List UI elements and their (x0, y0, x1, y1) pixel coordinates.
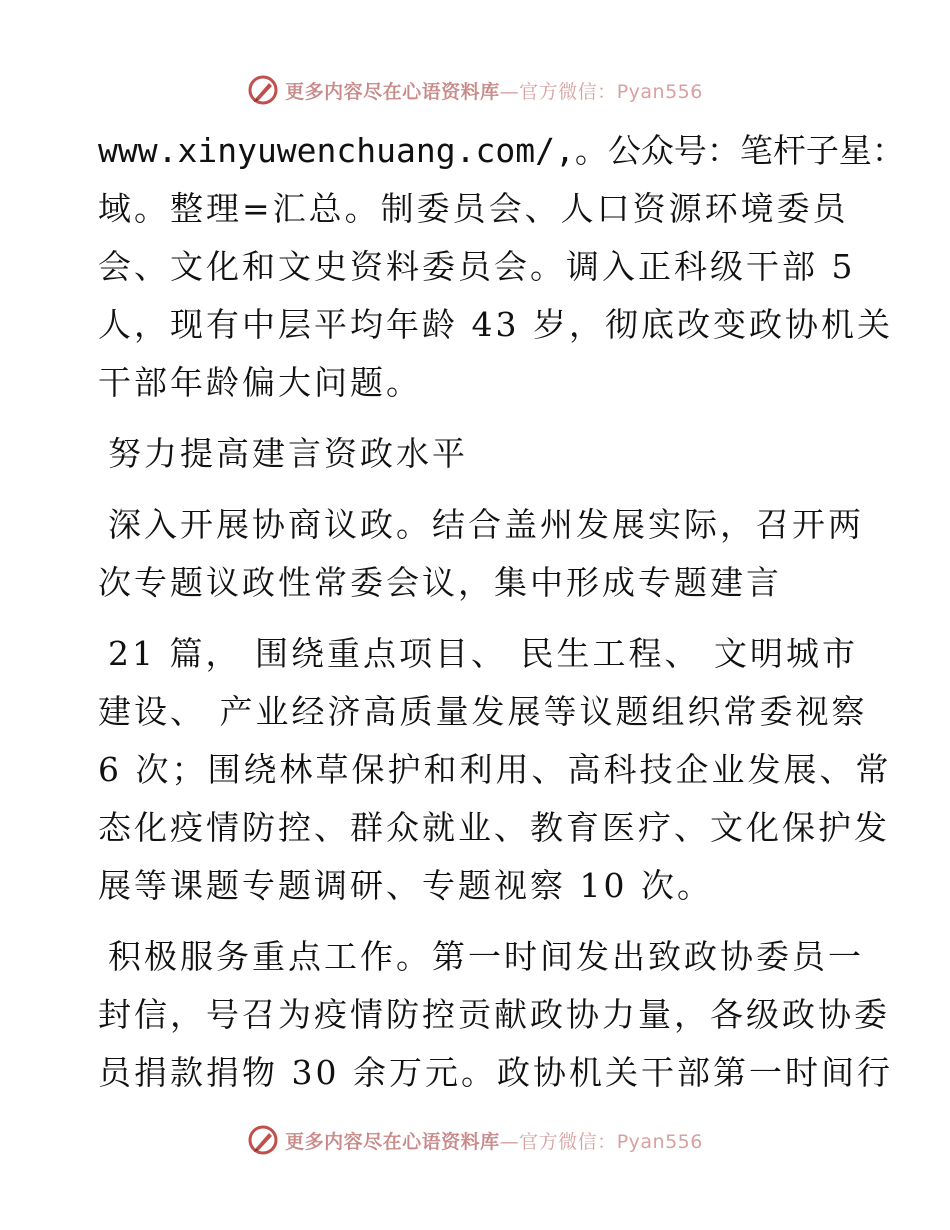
text-line: 封信，号召为疫情防控贡献政协力量，各级政协委 (98, 995, 890, 1034)
text-line: 干部年龄偏大问题。 (98, 363, 422, 402)
document-body (98, 122, 905, 1102)
text-line: 6 次；围绕林草保护和利用、高科技企业发展、常 (98, 750, 892, 789)
text-line: 次专题议政性常委会议，集中形成专题建言 (98, 563, 782, 602)
paragraph-1 (98, 122, 905, 412)
header-banner-text: 更多内容尽在心语资料库—官方微信：Pyan556 (285, 80, 703, 103)
text-line: 建设、 产业经济高质量发展等议题组织常委视察 (98, 692, 868, 731)
header-watermark-banner (0, 70, 950, 110)
text-line: 人，现有中层平均年龄 43 岁，彻底改变政协机关 (98, 305, 893, 344)
text-line: www.xinyuwenchuang.com/,。公众号：笔杆子星： (98, 131, 905, 170)
text-line: 积极服务重点工作。第一时间发出致政协委员一 (108, 937, 864, 976)
text-line: 深入开展协商议政。结合盖州发展实际，召开两 (108, 505, 864, 544)
pen-logo-icon (247, 74, 279, 106)
text-line: 展等课题专题调研、专题视察 10 次。 (98, 866, 713, 905)
text-line: 域。整理=汇总。制委员会、人口资源环境委员 (98, 189, 849, 228)
text-line: 会、文化和文史资料委员会。调入正科级干部 5 (98, 247, 856, 286)
paragraph-2 (98, 496, 864, 612)
text-line: 21 篇， 围绕重点项目、 民生工程、 文明城市 (108, 634, 858, 673)
section-heading: 努力提高建言资政水平 (108, 434, 468, 473)
footer-banner-text: 更多内容尽在心语资料库—官方微信：Pyan556 (285, 1130, 703, 1153)
text-line: 员捐款捐物 30 余万元。政协机关干部第一时间行 (98, 1053, 893, 1092)
paragraph-4 (98, 928, 893, 1102)
paragraph-3 (98, 625, 892, 915)
text-line: 态化疫情防控、群众就业、教育医疗、文化保护发 (98, 808, 890, 847)
pen-logo-icon (247, 1124, 279, 1156)
footer-watermark-banner (0, 1120, 950, 1160)
